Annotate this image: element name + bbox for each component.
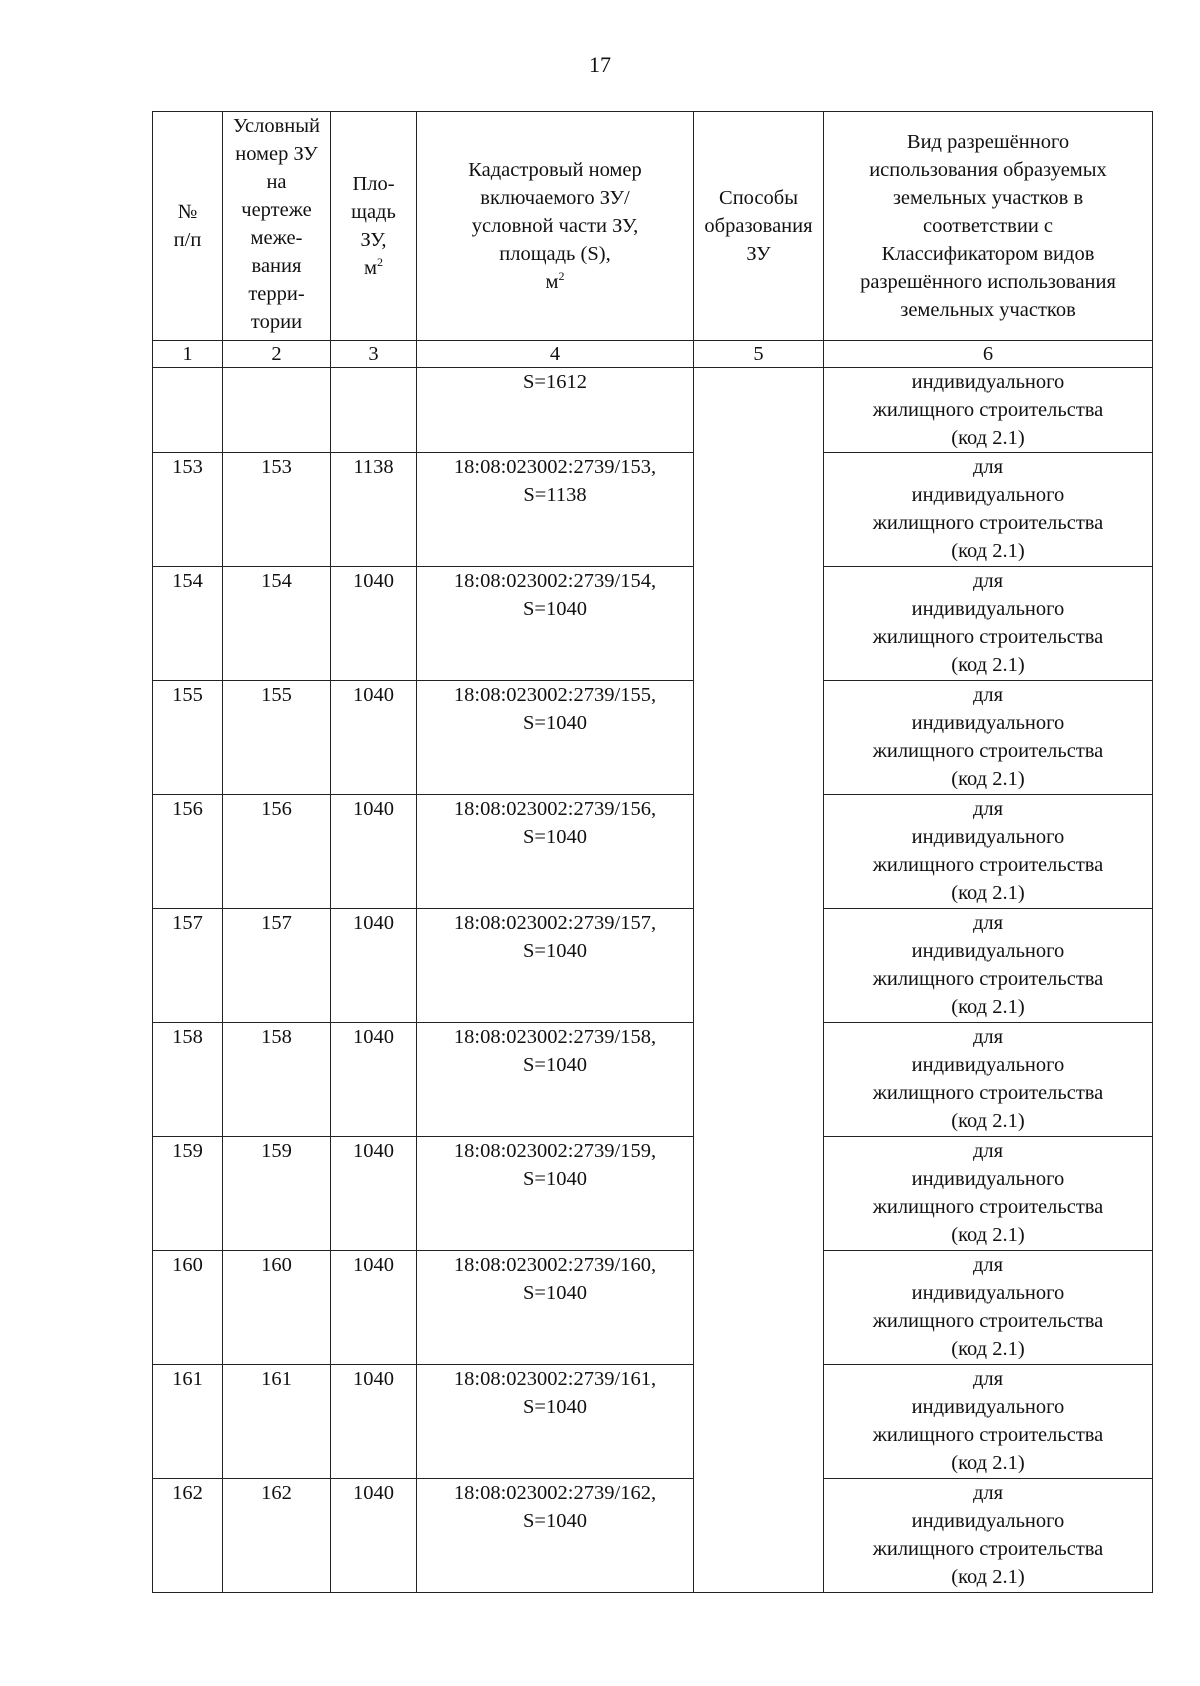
column-number-row bbox=[153, 341, 1153, 368]
use-text: (код 2.1) bbox=[951, 1224, 1025, 1246]
use-text: жилищного строительства bbox=[872, 968, 1104, 990]
cadastral-number: 18:08:023002:2739/157, bbox=[453, 912, 657, 934]
area-text: S=1040 bbox=[523, 1168, 587, 1190]
table-row bbox=[153, 1023, 1153, 1137]
permitted-use-cell bbox=[824, 1479, 1153, 1593]
area-text: S=1040 bbox=[523, 940, 587, 962]
table-row bbox=[153, 1251, 1153, 1365]
header-text: № bbox=[177, 201, 198, 223]
use-text: индивидуального bbox=[911, 484, 1065, 506]
use-text: жилищного строительства bbox=[872, 1196, 1104, 1218]
header-text: п/п bbox=[173, 229, 202, 251]
conditional-number-cell: 159 bbox=[223, 1137, 331, 1251]
use-text: для bbox=[972, 570, 1004, 592]
header-text: $м^2$ bbox=[364, 255, 383, 279]
row-number-cell: 159 bbox=[153, 1137, 223, 1251]
header-text: Вид разрешённого bbox=[906, 131, 1070, 153]
use-text: жилищного строительства bbox=[872, 626, 1104, 648]
use-text: жилищного строительства bbox=[872, 512, 1104, 534]
table-row bbox=[153, 795, 1153, 909]
cadastral-cell bbox=[417, 1251, 694, 1365]
cadastral-cell bbox=[417, 567, 694, 681]
cadastral-number: 18:08:023002:2739/158, bbox=[453, 1026, 657, 1048]
permitted-use-cell bbox=[824, 1251, 1153, 1365]
use-text: индивидуального bbox=[911, 598, 1065, 620]
permitted-use-cell bbox=[824, 368, 1153, 453]
cadastral-cell bbox=[417, 1023, 694, 1137]
column-number: 3 bbox=[331, 341, 417, 368]
row-number-cell bbox=[153, 368, 223, 453]
row-number-cell: 154 bbox=[153, 567, 223, 681]
permitted-use-cell bbox=[824, 1365, 1153, 1479]
header-text: тории bbox=[250, 311, 303, 333]
conditional-number-cell: 161 bbox=[223, 1365, 331, 1479]
header-text: на bbox=[266, 171, 287, 193]
use-text: (код 2.1) bbox=[951, 768, 1025, 790]
conditional-number-cell: 158 bbox=[223, 1023, 331, 1137]
cadastral-number: 18:08:023002:2739/161, bbox=[453, 1368, 657, 1390]
land-plots-table bbox=[152, 111, 1153, 1593]
header-formation-method bbox=[694, 112, 824, 341]
table-row bbox=[153, 1365, 1153, 1479]
area-cell: 1138 bbox=[331, 453, 417, 567]
formation-method-cell bbox=[694, 368, 824, 1593]
column-number: 6 bbox=[824, 341, 1153, 368]
cadastral-cell bbox=[417, 1365, 694, 1479]
use-text: (код 2.1) bbox=[951, 1338, 1025, 1360]
header-text: Кадастровый номер bbox=[468, 159, 642, 181]
header-text: Условный bbox=[232, 115, 321, 137]
permitted-use-cell bbox=[824, 1023, 1153, 1137]
header-text: площадь (S), bbox=[499, 243, 611, 265]
permitted-use-cell bbox=[824, 453, 1153, 567]
column-number: 1 bbox=[153, 341, 223, 368]
header-text: ЗУ bbox=[746, 243, 771, 265]
header-conditional-number bbox=[223, 112, 331, 341]
conditional-number-cell bbox=[223, 368, 331, 453]
superscript: 2 bbox=[376, 255, 383, 270]
continuation-row bbox=[153, 368, 1153, 453]
use-text: для bbox=[972, 1482, 1004, 1504]
header-text: чертеже bbox=[241, 199, 312, 221]
use-text: для bbox=[972, 912, 1004, 934]
use-text: индивидуального bbox=[911, 940, 1065, 962]
cadastral-number: 18:08:023002:2739/153, bbox=[453, 456, 657, 478]
use-text: индивидуального bbox=[911, 1282, 1065, 1304]
use-text: индивидуального bbox=[911, 1168, 1065, 1190]
use-text: жилищного строительства bbox=[872, 399, 1104, 421]
use-text: для bbox=[972, 684, 1004, 706]
use-text: (код 2.1) bbox=[951, 1110, 1025, 1132]
cadastral-cell bbox=[417, 909, 694, 1023]
permitted-use-cell bbox=[824, 1137, 1153, 1251]
header-text: терри- bbox=[248, 283, 305, 305]
header-text: использования образуемых bbox=[869, 159, 1107, 181]
use-text: для bbox=[972, 1140, 1004, 1162]
cadastral-number: 18:08:023002:2739/154, bbox=[453, 570, 657, 592]
table-row bbox=[153, 567, 1153, 681]
table-row bbox=[153, 909, 1153, 1023]
cadastral-cell bbox=[417, 681, 694, 795]
page-number: 17 bbox=[589, 52, 611, 77]
cadastral-number: 18:08:023002:2739/160, bbox=[453, 1254, 657, 1276]
cadastral-cell bbox=[417, 453, 694, 567]
area-cell: 1040 bbox=[331, 1137, 417, 1251]
table-row bbox=[153, 1479, 1153, 1593]
row-number-cell: 153 bbox=[153, 453, 223, 567]
row-number-cell: 155 bbox=[153, 681, 223, 795]
column-number: 4 bbox=[417, 341, 694, 368]
permitted-use-cell bbox=[824, 909, 1153, 1023]
header-text: включаемого ЗУ/ bbox=[480, 187, 630, 209]
use-text: жилищного строительства bbox=[872, 854, 1104, 876]
cadastral-number: 18:08:023002:2739/156, bbox=[453, 798, 657, 820]
cadastral-cell bbox=[417, 368, 694, 453]
use-text: жилищного строительства bbox=[872, 1082, 1104, 1104]
table-row bbox=[153, 453, 1153, 567]
use-text: для bbox=[972, 1368, 1004, 1390]
use-text: (код 2.1) bbox=[951, 427, 1025, 449]
header-text: вания bbox=[251, 255, 302, 277]
use-text: индивидуального bbox=[911, 712, 1065, 734]
use-text: индивидуального bbox=[911, 1510, 1065, 1532]
use-text: для bbox=[972, 798, 1004, 820]
permitted-use-cell bbox=[824, 567, 1153, 681]
conditional-number-cell: 155 bbox=[223, 681, 331, 795]
area-cell: 1040 bbox=[331, 795, 417, 909]
column-number: 5 bbox=[694, 341, 824, 368]
row-number-cell: 161 bbox=[153, 1365, 223, 1479]
use-text: для bbox=[972, 1026, 1004, 1048]
area-text: S=1138 bbox=[523, 484, 587, 506]
header-text: ЗУ, bbox=[360, 229, 387, 251]
header-text: условной части ЗУ, bbox=[471, 215, 639, 237]
use-text: индивидуального bbox=[911, 826, 1065, 848]
header-cadastral-number bbox=[417, 112, 694, 341]
cadastral-cell bbox=[417, 1479, 694, 1593]
use-text: жилищного строительства bbox=[872, 1538, 1104, 1560]
use-text: жилищного строительства bbox=[872, 1310, 1104, 1332]
row-number-cell: 162 bbox=[153, 1479, 223, 1593]
row-number-cell: 156 bbox=[153, 795, 223, 909]
use-text: для bbox=[972, 456, 1004, 478]
use-text: жилищного строительства bbox=[872, 740, 1104, 762]
area-cell: 1040 bbox=[331, 1251, 417, 1365]
conditional-number-cell: 156 bbox=[223, 795, 331, 909]
area-text: S=1040 bbox=[523, 598, 587, 620]
area-text: S=1040 bbox=[523, 712, 587, 734]
area-cell: 1040 bbox=[331, 1023, 417, 1137]
use-text: (код 2.1) bbox=[951, 1452, 1025, 1474]
header-text: разрешённого использования bbox=[860, 271, 1116, 293]
area-cell: 1040 bbox=[331, 1479, 417, 1593]
header-area bbox=[331, 112, 417, 341]
area-text: S=1040 bbox=[523, 826, 587, 848]
header-text: щадь bbox=[351, 201, 396, 223]
area-cell: 1040 bbox=[331, 567, 417, 681]
header-text: земельных участков в bbox=[892, 187, 1084, 209]
column-number: 2 bbox=[223, 341, 331, 368]
cadastral-cell bbox=[417, 795, 694, 909]
cadastral-number: 18:08:023002:2739/159, bbox=[453, 1140, 657, 1162]
permitted-use-cell bbox=[824, 795, 1153, 909]
use-text: для bbox=[972, 1254, 1004, 1276]
area-cell: 1040 bbox=[331, 909, 417, 1023]
header-text: земельных участков bbox=[900, 299, 1076, 321]
conditional-number-cell: 153 bbox=[223, 453, 331, 567]
use-text: индивидуального bbox=[911, 1054, 1065, 1076]
cadastral-number: 18:08:023002:2739/155, bbox=[453, 684, 657, 706]
conditional-number-cell: 160 bbox=[223, 1251, 331, 1365]
header-text: образования bbox=[704, 215, 813, 237]
area-text: S=1040 bbox=[523, 1054, 587, 1076]
conditional-number-cell: 154 bbox=[223, 567, 331, 681]
area-cell: 1040 bbox=[331, 681, 417, 795]
area-text: S=1612 bbox=[523, 371, 587, 393]
row-number-cell: 160 bbox=[153, 1251, 223, 1365]
header-row bbox=[153, 112, 1153, 341]
row-number-cell: 157 bbox=[153, 909, 223, 1023]
use-text: индивидуального bbox=[911, 371, 1065, 393]
use-text: (код 2.1) bbox=[951, 996, 1025, 1018]
header-text: Пло- bbox=[352, 173, 395, 195]
header-text: соответствии с bbox=[922, 215, 1054, 237]
use-text: (код 2.1) bbox=[951, 654, 1025, 676]
table-row bbox=[153, 681, 1153, 795]
use-text: (код 2.1) bbox=[951, 1566, 1025, 1588]
area-text: S=1040 bbox=[523, 1396, 587, 1418]
use-text: индивидуального bbox=[911, 1396, 1065, 1418]
header-text: меже- bbox=[250, 227, 303, 249]
header-row-number bbox=[153, 112, 223, 341]
cadastral-number: 18:08:023002:2739/162, bbox=[453, 1482, 657, 1504]
header-permitted-use bbox=[824, 112, 1153, 341]
use-text: (код 2.1) bbox=[951, 882, 1025, 904]
use-text: жилищного строительства bbox=[872, 1424, 1104, 1446]
conditional-number-cell: 162 bbox=[223, 1479, 331, 1593]
area-text: S=1040 bbox=[523, 1282, 587, 1304]
use-text: (код 2.1) bbox=[951, 540, 1025, 562]
cadastral-cell bbox=[417, 1137, 694, 1251]
table-row bbox=[153, 1137, 1153, 1251]
header-text: $м^2$ bbox=[545, 269, 565, 293]
area-text: S=1040 bbox=[523, 1510, 587, 1532]
area-cell bbox=[331, 368, 417, 453]
header-text: Способы bbox=[719, 187, 798, 209]
permitted-use-cell bbox=[824, 681, 1153, 795]
conditional-number-cell: 157 bbox=[223, 909, 331, 1023]
row-number-cell: 158 bbox=[153, 1023, 223, 1137]
header-text: номер ЗУ bbox=[235, 143, 318, 165]
area-cell: 1040 bbox=[331, 1365, 417, 1479]
header-text: Классификатором видов bbox=[881, 243, 1095, 265]
superscript: 2 bbox=[558, 269, 565, 284]
